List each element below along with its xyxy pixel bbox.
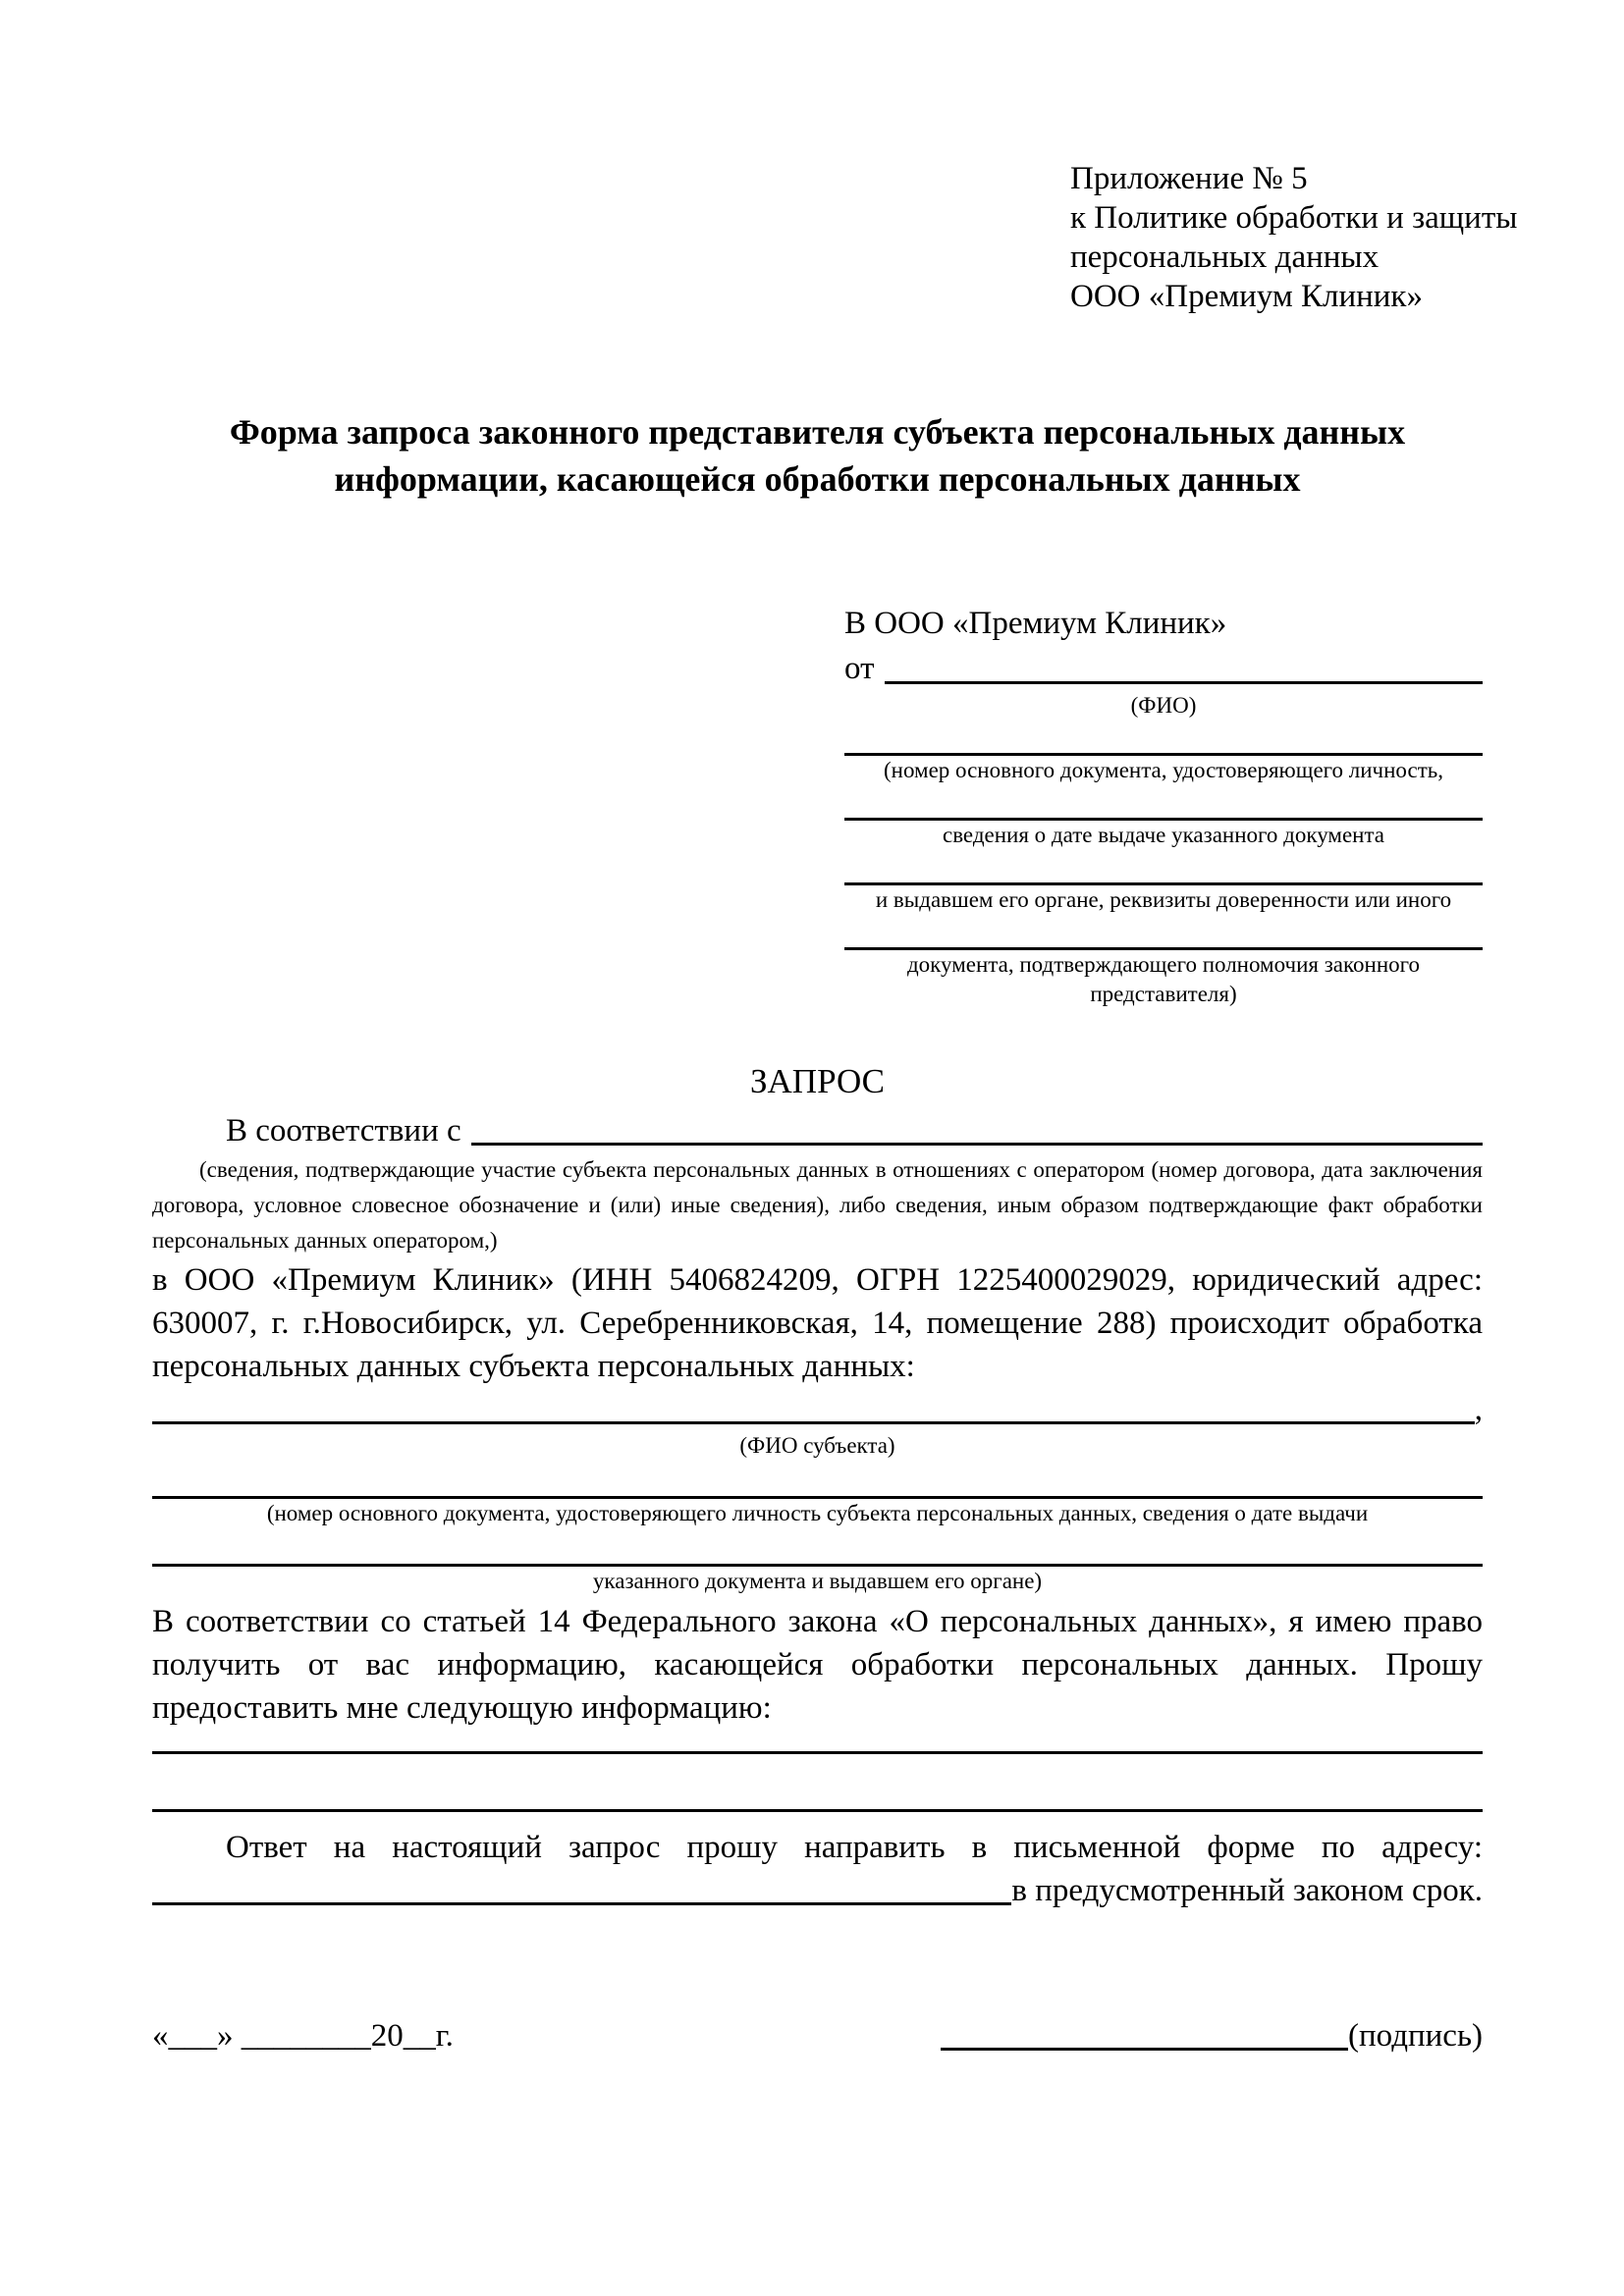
- document-title-line-2: информации, касающейся обработки персональных данных: [334, 459, 1301, 499]
- addressee-organization: В ООО «Премиум Клиник»: [844, 606, 1227, 641]
- representative-document-field-3: [844, 850, 1483, 915]
- date-line: «___» ________20__г.: [152, 2018, 454, 2054]
- addressee-block: [844, 601, 1483, 1009]
- from-row: [844, 646, 1483, 691]
- representative-document-field-1: [844, 721, 1483, 785]
- date-signature-row: [152, 2014, 1483, 2057]
- signature-caption: (подпись): [1348, 2018, 1483, 2054]
- appendix-header-line-3: персональных данных: [1070, 240, 1380, 275]
- representative-document-field-4: [844, 915, 1483, 1009]
- subject-document-fill-line-2: [152, 1528, 1483, 1567]
- relationship-fill-line: [471, 1109, 1483, 1146]
- representative-document-field-2: [844, 785, 1483, 850]
- reply-address-row: [152, 1869, 1483, 1912]
- intro-prefix: В соответствии с: [226, 1113, 461, 1148]
- signature-group: [931, 2014, 1483, 2057]
- requested-information-fill-line-2: [152, 1754, 1483, 1812]
- representative-document-caption-3: и выдавшем его органе, реквизиты доверенности или иного: [875, 887, 1452, 912]
- subject-document-fill-line-1: [152, 1461, 1483, 1499]
- subject-name-row: [152, 1388, 1483, 1431]
- subject-fio-caption: (ФИО субъекта): [739, 1433, 895, 1458]
- law-paragraph: В соответствии со статьей 14 Федерального закона «О персональных данных», я имею право получить от вас информацию, касающейся обработки персональных данных. Прошу предоставить мне следующую информацию:: [152, 1604, 1483, 1726]
- appendix-header-line-4: ООО «Премиум Клиник»: [1070, 279, 1423, 314]
- signature-fill-line: [941, 2014, 1348, 2051]
- document-title-line-1: Форма запроса законного представителя субъекта персональных данных: [229, 412, 1406, 452]
- reply-paragraph: Ответ на настоящий запрос прошу направить в письменной форме по адресу:: [226, 1830, 1483, 1865]
- appendix-header-line-1: Приложение № 5: [1070, 161, 1308, 196]
- representative-document-fill-line-2: [844, 785, 1483, 821]
- intro-caption: (сведения, подтверждающие участие субъекта персональных данных в отношениях с оператором (номер договора, дата заключения договора, условное словесное обозначение и (или) иные сведения), либо сведения, иным образом подтверждающие факт обработки персональных данных оператором,): [152, 1157, 1483, 1253]
- subject-document-caption-1: (номер основного документа, удостоверяющего личность субъекта персональных данных, сведения о дате выдачи: [266, 1501, 1369, 1525]
- representative-document-fill-line-3: [844, 850, 1483, 885]
- subject-name-fill-line: [152, 1388, 1475, 1424]
- reply-address-fill-line: [152, 1869, 1011, 1905]
- representative-document-fill-line-1: [844, 721, 1483, 756]
- requested-information-fill-line-1: [152, 1730, 1483, 1754]
- appendix-header-line-2: к Политике обработки и защиты: [1070, 200, 1518, 236]
- intro-row: [152, 1109, 1483, 1152]
- reply-suffix: в предусмотренный законом срок.: [1011, 1873, 1483, 1908]
- representative-document-caption-2: сведения о дате выдаче указанного документа: [942, 823, 1385, 847]
- representative-document-caption-1: (номер основного документа, удостоверяющего личность,: [883, 758, 1443, 782]
- operator-paragraph: в ООО «Премиум Клиник» (ИНН 5406824209, ОГРН 1225400029029, юридический адрес: 630007, г. г.Новосибирск, ул. Серебренниковская, 14, помещение 288) происходит обработка персональных данных субъекта персональных данных:: [152, 1262, 1483, 1384]
- subject-line-comma: ,: [1474, 1392, 1483, 1427]
- appendix-header: [1070, 159, 1518, 316]
- from-label: от: [844, 651, 875, 686]
- subject-document-caption-2: указанного документа и выдавшем его органе): [592, 1569, 1043, 1593]
- representative-document-caption-4: документа, подтверждающего полномочия законного представителя): [906, 952, 1420, 1006]
- representative-document-fill-line-4: [844, 915, 1483, 950]
- fio-caption: (ФИО): [1130, 693, 1197, 718]
- document-title: [152, 408, 1483, 503]
- request-heading: ЗАПРОС: [749, 1062, 886, 1100]
- representative-name-fill-line: [885, 646, 1484, 684]
